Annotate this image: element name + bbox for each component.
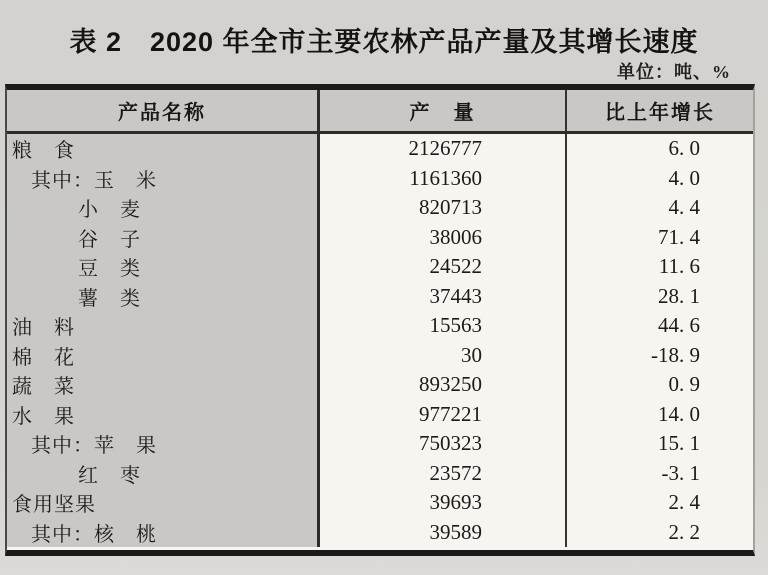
product-name-cell: 食用坚果 xyxy=(7,488,320,518)
growth-value-cell: 0. 9 xyxy=(567,370,753,400)
product-name-cell: 谷 子 xyxy=(7,223,320,253)
product-name-cell: 薯 类 xyxy=(7,282,320,312)
growth-value-cell: 2. 2 xyxy=(567,518,753,548)
product-name-cell: 豆 类 xyxy=(7,252,320,282)
product-name-cell: 其中：玉 米 xyxy=(7,164,320,194)
growth-value-cell: 28. 1 xyxy=(567,282,753,312)
growth-value-cell: 4. 4 xyxy=(567,193,753,223)
column-header-product-name: 产品名称 xyxy=(7,90,320,131)
output-value-cell: 750323 xyxy=(320,429,567,459)
growth-value-cell: 2. 4 xyxy=(567,488,753,518)
product-name-cell: 其中：核 桃 xyxy=(7,518,320,548)
output-value-cell: 38006 xyxy=(320,223,567,253)
table-row xyxy=(7,282,753,312)
table-row xyxy=(7,459,753,489)
growth-value-cell: 15. 1 xyxy=(567,429,753,459)
table-row xyxy=(7,518,753,548)
growth-value-cell: -18. 9 xyxy=(567,341,753,371)
product-name-cell: 蔬 菜 xyxy=(7,370,320,400)
output-value-cell: 24522 xyxy=(320,252,567,282)
stats-table xyxy=(5,84,755,556)
product-name-cell: 油 料 xyxy=(7,311,320,341)
output-value-cell: 39693 xyxy=(320,488,567,518)
table-row xyxy=(7,370,753,400)
table-row xyxy=(7,488,753,518)
product-name-cell: 其中：苹 果 xyxy=(7,429,320,459)
growth-value-cell: 11. 6 xyxy=(567,252,753,282)
table-row xyxy=(7,341,753,371)
output-value-cell: 1161360 xyxy=(320,164,567,194)
product-name-cell: 小 麦 xyxy=(7,193,320,223)
output-value-cell: 39589 xyxy=(320,518,567,548)
column-header-output: 产 量 xyxy=(320,90,567,131)
table-row xyxy=(7,252,753,282)
table-title: 表 2 2020 年全市主要农林产品产量及其增长速度 xyxy=(69,27,699,57)
column-header-growth-over-previous-year: 比上年增长 xyxy=(605,102,715,124)
table-row xyxy=(7,164,753,194)
growth-value-cell: 14. 0 xyxy=(567,400,753,430)
growth-value-cell: 6. 0 xyxy=(567,134,753,164)
output-value-cell: 893250 xyxy=(320,370,567,400)
output-value-cell: 30 xyxy=(320,341,567,371)
growth-value-cell: 4. 0 xyxy=(567,164,753,194)
table-row xyxy=(7,400,753,430)
table-body xyxy=(7,134,753,547)
product-name-cell: 棉 花 xyxy=(7,341,320,371)
table-row xyxy=(7,429,753,459)
growth-value-cell: 71. 4 xyxy=(567,223,753,253)
product-name-cell: 粮 食 xyxy=(7,134,320,164)
output-value-cell: 2126777 xyxy=(320,134,567,164)
output-value-cell: 37443 xyxy=(320,282,567,312)
growth-value-cell: -3. 1 xyxy=(567,459,753,489)
table-header-row xyxy=(7,90,753,134)
table-row xyxy=(7,134,753,164)
growth-value-cell: 44. 6 xyxy=(567,311,753,341)
output-value-cell: 15563 xyxy=(320,311,567,341)
table-row xyxy=(7,193,753,223)
product-name-cell: 红 枣 xyxy=(7,459,320,489)
output-value-cell: 820713 xyxy=(320,193,567,223)
table-row xyxy=(7,311,753,341)
unit-note: 单位：吨、% xyxy=(617,62,731,82)
output-value-cell: 23572 xyxy=(320,459,567,489)
product-name-cell: 水 果 xyxy=(7,400,320,430)
table-row xyxy=(7,223,753,253)
output-value-cell: 977221 xyxy=(320,400,567,430)
